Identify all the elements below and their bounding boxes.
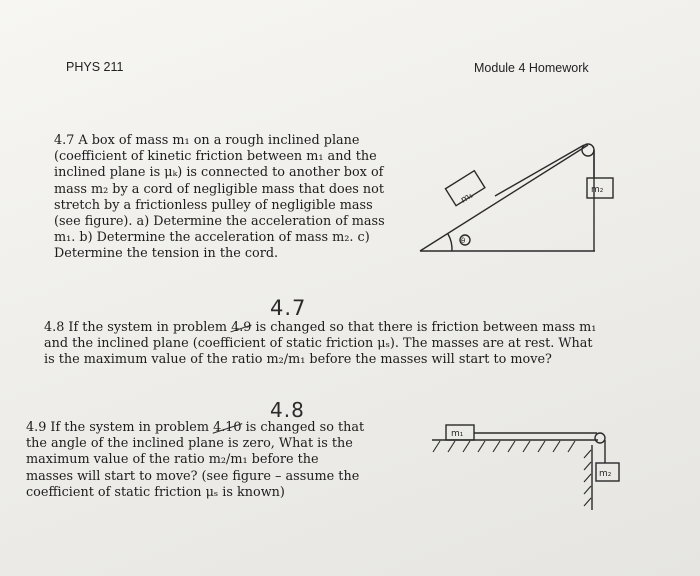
problem-4-7-line: stretch by a frictionless pulley of negligible mass: [54, 197, 373, 213]
module-title: Module 4 Homework: [474, 61, 589, 75]
handwritten-annotation-4-8: 4.8: [270, 398, 305, 422]
problem-4-7-line: Determine the tension in the cord.: [54, 246, 279, 262]
problem-4-7-line: m₁. b) Determine the acceleration of mass m₂. c): [54, 230, 370, 246]
problem-4-7-line: (coefficient of kinetic friction between m₁ and the: [54, 149, 377, 165]
crossed-out-number: 4.10: [213, 420, 242, 435]
table-mass-2-label: m₂: [599, 469, 612, 479]
problem-4-7-line: mass m₂ by a cord of negligible mass that does not: [54, 181, 385, 197]
problem-4-8-line: and the inclined plane (coefficient of static friction μₛ). The masses are at rest. What: [44, 336, 593, 352]
incline-figure: [420, 144, 613, 251]
problem-4-9-line: maximum value of the ratio m₂/m₁ before the: [26, 452, 319, 468]
problem-4-7-line: 4.7 A box of mass m₁ on a rough inclined plane: [54, 133, 360, 148]
problem-4-9-line: masses will start to move? (see figure – assume the: [26, 468, 360, 484]
problem-4-8-prefix: 4.8 If the system in problem: [44, 320, 232, 335]
table-hatching: [433, 441, 591, 506]
handwritten-annotation-4-7: 4.7: [270, 296, 307, 320]
problem-4-8-line: is the maximum value of the ratio m₂/m₁ before the masses will start to move?: [44, 352, 552, 368]
problem-4-9-prefix: 4.9 If the system in problem: [26, 420, 214, 435]
incline-slope-line: [420, 145, 588, 251]
incline-mass-2-label: m₂: [591, 185, 604, 195]
crossed-out-number: 4.9: [231, 320, 252, 335]
problem-4-8-suffix: is changed so that there is friction between mass m₁: [251, 320, 597, 335]
problem-4-7-line: inclined plane is μₖ) is connected to another box of: [54, 165, 384, 181]
problem-4-9-line: the angle of the inclined plane is zero, What is the: [26, 436, 353, 452]
incline-mass-1-label: m₁: [459, 190, 476, 206]
cord-along-incline: [495, 145, 584, 196]
table-mass-1-label: m₁: [451, 429, 464, 439]
problem-4-9-suffix: is changed so that: [241, 420, 365, 435]
course-title: PHYS 211: [66, 60, 124, 74]
incline-angle-label: θ: [461, 237, 466, 245]
incline-angle-arc: [448, 234, 452, 251]
problem-4-7-line: (see figure). a) Determine the acceleration of mass: [54, 214, 385, 230]
pulley-icon: [595, 433, 605, 443]
problem-4-9-line: coefficient of static friction μₛ is known): [26, 484, 285, 500]
